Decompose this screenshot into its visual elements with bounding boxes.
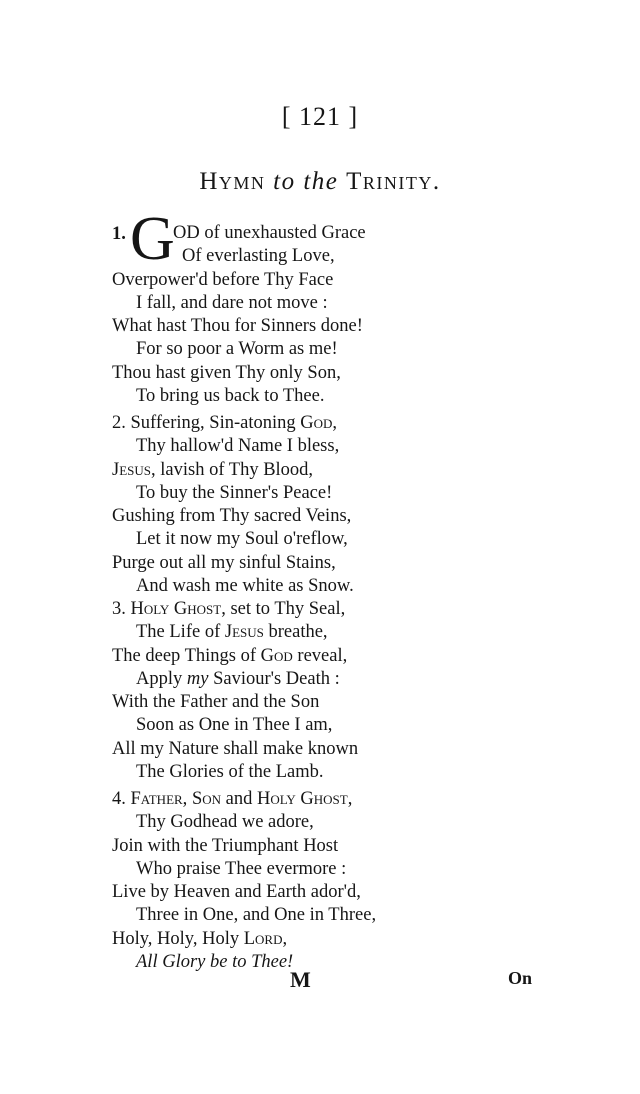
verse-text: The Life of	[136, 622, 221, 643]
verse-text-smallcaps: Holy Ghost,	[130, 599, 226, 619]
title-trinity: Trinity.	[346, 168, 441, 195]
title-hymn: Hymn	[199, 168, 266, 195]
verse-line	[112, 598, 532, 621]
verse-line	[112, 668, 532, 691]
verse-text: Apply	[136, 668, 183, 689]
stanza-4	[112, 788, 532, 974]
verse-line: OD of unexhausted Grace	[173, 223, 366, 243]
verse-line: Purge out all my sinful Stains,	[112, 552, 336, 573]
verse-line	[112, 928, 532, 951]
verse-text-italic: my	[186, 668, 209, 689]
verse-line: Live by Heaven and Earth ador'd,	[112, 882, 361, 903]
verse-line: Thy hallow'd Name I bless,	[136, 436, 340, 457]
verse-line: All my Nature shall make known	[112, 738, 359, 759]
verse-line: To bring us back to Thee.	[136, 386, 325, 407]
verse-line: The Glories of the Lamb.	[136, 762, 324, 783]
verse-line: Overpower'd before Thy Face	[112, 269, 334, 290]
verse-line: All Glory be to Thee!	[136, 952, 294, 973]
verse-text-smallcaps: God	[260, 645, 293, 666]
signature-mark: M	[290, 967, 311, 992]
verse-line	[112, 459, 532, 482]
verse-text: lavish of Thy Blood,	[160, 459, 314, 480]
stanza-2	[112, 412, 532, 598]
verse-line: With the Father and the Son	[112, 692, 320, 713]
verse-text: 2. Suffering, Sin-atoning	[112, 413, 296, 433]
verse-line	[112, 412, 532, 435]
verse-text: reveal,	[297, 645, 348, 666]
verse-text: 4.	[112, 789, 126, 809]
stanza-1-number: 1.	[112, 224, 126, 244]
verse-text: breathe,	[268, 622, 328, 643]
verse-line: Three in One, and One in Three,	[136, 905, 377, 926]
verse-line	[112, 788, 532, 811]
verse-text-smallcaps: Jesus,	[112, 459, 156, 480]
verse-line: What hast Thou for Sinners done!	[112, 316, 363, 337]
verse-text-smallcaps: Son	[191, 789, 222, 809]
verse-line: Gushing from Thy sacred Veins,	[112, 506, 352, 527]
verse-line: Of everlasting Love,	[182, 246, 335, 267]
title-to-the: to the	[273, 168, 339, 195]
stanza-1	[112, 205, 532, 408]
page-number: [ 121 ]	[281, 102, 359, 131]
verse-text: The deep Things of	[112, 645, 257, 666]
verse-text-smallcaps: God,	[300, 413, 338, 433]
verse-line: To buy the Sinner's Peace!	[136, 482, 333, 503]
verse-text-smallcaps: Lord,	[243, 928, 288, 949]
drop-cap: G	[130, 205, 175, 273]
verse-line: Thy Godhead we adore,	[136, 812, 314, 833]
verse-text: set to Thy Seal,	[230, 599, 346, 619]
verse-text: Holy, Holy, Holy	[112, 928, 240, 949]
stanza-1-opening	[112, 205, 532, 273]
verse-text: and	[225, 789, 253, 809]
verse-line	[112, 621, 532, 644]
verse-line: And wash me white as Snow.	[136, 576, 354, 597]
verse-text: Saviour's Death :	[213, 668, 340, 689]
verse-text-smallcaps: Holy Ghost,	[256, 789, 353, 809]
verse-line: Thou hast given Thy only Son,	[112, 362, 341, 383]
verse-line: For so poor a Worm as me!	[136, 339, 338, 360]
catchword: On	[508, 968, 533, 988]
verse-text-smallcaps: Father,	[130, 789, 188, 809]
verse-line: Let it now my Soul o'reflow,	[136, 529, 348, 550]
verse-line: Join with the Triumphant Host	[112, 835, 339, 856]
verse-line	[112, 645, 532, 668]
verse-line: Who praise Thee evermore :	[136, 858, 347, 879]
verse-line: I fall, and dare not move :	[136, 292, 328, 313]
hymn-title	[0, 168, 640, 196]
stanza-3	[112, 598, 532, 784]
verse-text: 3.	[112, 599, 126, 619]
verse-line: Soon as One in Thee I am,	[136, 715, 333, 736]
verse-text-smallcaps: Jesus	[224, 622, 264, 643]
